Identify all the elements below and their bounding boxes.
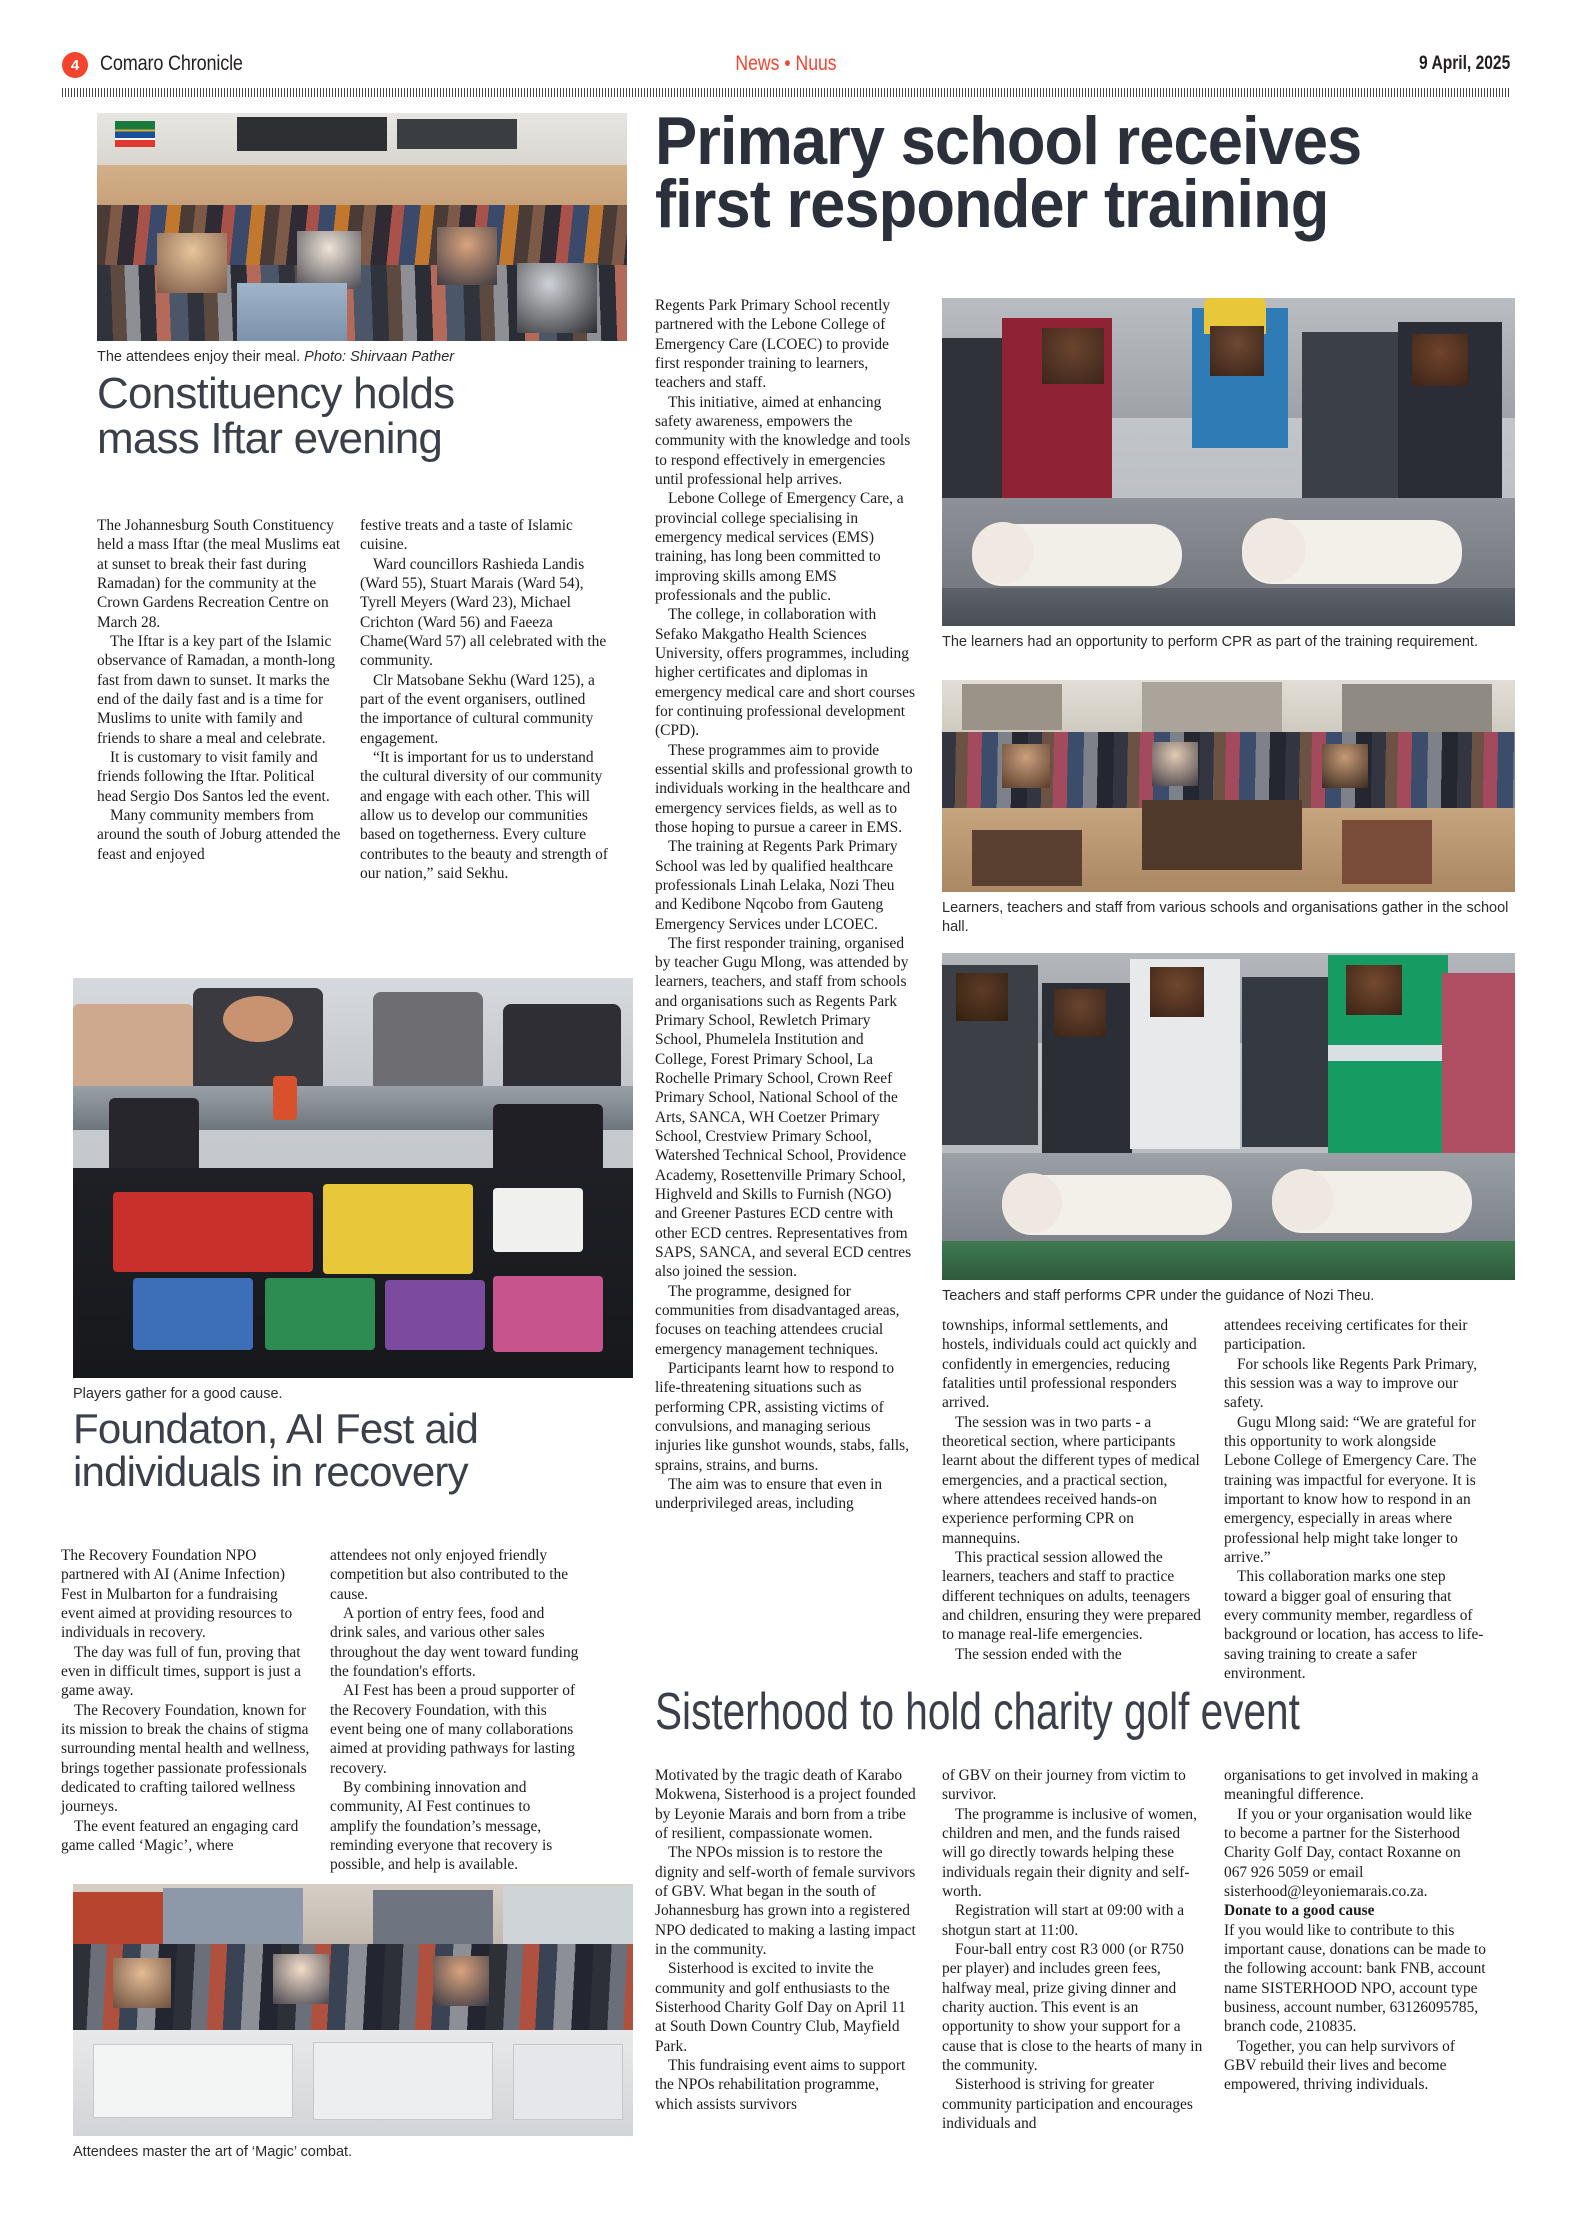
section-label: News • Nuus [735, 52, 837, 75]
recovery-column-1: The Recovery Foundation NPO partnered with AI (Anime Infection) Fest in Mulbarton for a fundraising event aimed at providing resources to individuals in recovery. The day was full of fun, proving that even in difficult times, support is just a game away. The Recovery Foundation, known for its mission to break the chains of stigma surrounding mental health and wellness, brings together passionate professionals dedicated to crafting tailored wellness journeys. The event featured an engaging card game called ‘Magic’, where [61, 1547, 310, 1854]
photo-iftar-hall [97, 113, 627, 341]
first-responder-column-2: townships, informal settlements, and hostels, individuals could act quickly and confidently in emergencies, reducing fatalities until professional responders arrived. The session was in two parts - a theoretical section, where participants learnt about the different types of medical emergencies, and a practical section, where attendees received hands-on experience performing CPR on mannequins. This practical session allowed the learners, teachers and staff to practice different techniques on adults, teenagers and children, ensuring they were prepared to manage real-life emergencies. The session ended with the [942, 1317, 1201, 1663]
publication-title: Comaro Chronicle [100, 52, 243, 75]
photo-magic-combat [73, 1884, 633, 2136]
page-number-badge: 4 [62, 52, 88, 78]
headline-sisterhood: Sisterhood to hold charity golf event [655, 1683, 1300, 1741]
caption-magic-combat: Attendees master the art of ‘Magic’ combat. [73, 2144, 353, 2160]
photo-cards-table [73, 978, 633, 1378]
caption-iftar-hall: The attendees enjoy their meal. Photo: Shirvaan Pather [97, 349, 455, 365]
headline-iftar [97, 369, 637, 463]
sisterhood-column-3: organisations to get involved in making a meaningful difference. If you or your organisation would like to become a partner for the Sisterhood Charity Golf Day, contact Roxanne on 067 926 5059 or email sisterhood@leyoniemarais.co.za. Donate to a good cause If you would like to contribute to this important cause, donations can be made to the following account: bank FNB, account name SISTERHOOD NPO, account type business, account number, 63126095785, branch code, 210835. Together, you can help survivors of GBV rebuild their lives and become empowered, thriving individuals. [1224, 1767, 1486, 2094]
sisterhood-column-2: of GBV on their journey from victim to survivor. The programme is inclusive of women, children and men, and the funds raised will go directly towards helping these individuals regain their dignity and self-worth. Registration will start at 09:00 with a shotgun start at 11:00. Four-ball entry cost R3 000 (or R750 per player) and includes green fees, halfway meal, prize giving dinner and charity auction. This event is an opportunity to show your support for a cause that is close to the hearts of many in the community. Sisterhood is striving for greater community participation and encourages individuals and [942, 1767, 1203, 2132]
headline-first-responder-line2: first responder training [655, 165, 1329, 242]
sisterhood-column-1: Motivated by the tragic death of Karabo Mokwena, Sisterhood is a project founded by Leyonie Marais and born from a tribe of resilient, compassionate women. The NPOs mission is to restore the dignity and self-worth of female survivors of GBV. What began in the south of Johannesburg has grown into a registered NPO dedicated to making a lasting impact in the community. Sisterhood is excited to invite the community and golf enthusiasts to the Sisterhood Charity Golf Day on April 11 at South Down Country Club, Mayfield Park. This fundraising event aims to support the NPOs rehabilitation programme, which assists survivors [655, 1767, 916, 2113]
headline-first-responder-line1: Primary school receives [655, 103, 1362, 179]
caption-cpr-learners: The learners had an opportunity to perform CPR as part of the training requirement. [942, 634, 1478, 650]
headline-recovery [73, 1405, 653, 1495]
photo-cpr-learners [942, 298, 1515, 626]
first-responder-column-1: Regents Park Primary School recently partnered with the Lebone College of Emergency Care (LCOEC) to provide first responder training to learners, teachers and staff. This initiative, aimed at enhancing safety awareness, empowers the community with the knowledge and tools to respond effectively in emergencies until professional help arrives. Lebone College of Emergency Care, a provincial college specialising in emergency medical services (EMS) training, has long been committed to improving skills among EMS professionals and the public. The college, in collaboration with Sefako Makgatho Health Sciences University, offers programmes, including higher certificates and diplomas in emergency medical care and short courses for continuing professional development (CPD). These programmes aim to provide essential skills and professional growth to individuals working in the healthcare and emergency services fields, as well as to those hoping to pursue a career in EMS. The training at Regents Park Primary School was led by qualified healthcare professionals Linah Lelaka, Nozi Theu and Kedibone Nqcobo from Gauteng Emergency Services under LCOEC. The first responder training, organised by teacher Gugu Mlong, was attended by learners, teachers, and staff from schools and organisations such as Regents Park Primary School, Rewletch Primary School, Phumelela Institution and College, Forest Primary School, La Rochelle Primary School, Crown Reef Primary School, National School of the Arts, SANCA, WH Coetzer Primary School, Crestview Primary School, Watershed Technical School, Providence Academy, Rosettenville Primary School, Highveld and Skills to Furnish (NGO) and Greener Pastures ECD centre with other ECD centres. Representatives from SAPS, SANCA, and several ECD centres also joined the session. The programme, designed for communities from disadvantaged areas, focuses on teaching attendees crucial emergency management techniques. Participants learnt how to respond to life-threatening situations such as performing CPR, assisting victims of convulsions, and managing serious injuries like gunshot wounds, stabs, falls, sprains, strains, and burns. The aim was to ensure that even in underprivileged areas, including [655, 297, 915, 1513]
headline-iftar-line1: Constituency holds [97, 369, 455, 418]
masthead [62, 50, 1510, 90]
first-responder-column-3: attendees receiving certificates for their participation. For schools like Regents Park Primary, this session was a way to improve our safety. Gugu Mlong said: “We are grateful for this opportunity to work alongside Lebone College of Emergency Care. The training was impactful for everyone. It is important to know how to respond in an emergency, especially in areas where professional help might take longer to arrive.” This collaboration marks one step toward a bigger goal of ensuring that every community member, regardless of background or location, has access to life-saving training to create a safer environment. [1224, 1317, 1484, 1682]
photo-school-hall [942, 680, 1515, 892]
photo-cpr-teachers [942, 953, 1515, 1280]
caption-school-hall: Learners, teachers and staff from various schools and organisations gather in the school hall. [942, 900, 1509, 935]
issue-date: 9 April, 2025 [1418, 53, 1510, 74]
recovery-column-2: attendees not only enjoyed friendly competition but also contributed to the cause. A portion of entry fees, food and drink sales, and various other sales throughout the day went toward funding the foundation's efforts. AI Fest has been a proud supporter of the Recovery Foundation, with this event being one of many collaborations aimed at providing pathways for lasting recovery. By combining innovation and community, AI Fest continues to amplify the foundation’s message, reminding everyone that recovery is possible, and help is available. [330, 1547, 579, 1874]
iftar-column-2: festive treats and a taste of Islamic cuisine. Ward councillors Rashieda Landis (Ward 55), Stuart Marais (Ward 54), Tyrell Meyers (Ward 23), Michael Crichton (Ward 56) and Faeeza Chame(Ward 57) all celebrated with the community. Clr Matsobane Sekhu (Ward 125), a part of the event organisers, outlined the importance of cultural community engagement. “It is important for us to understand the cultural diversity of our community and engage with each other. This will allow us to develop our communities based on togetherness. Every culture contributes to the beauty and strength of our nation,” said Sekhu. [360, 517, 608, 882]
headline-recovery-line2: individuals in recovery [73, 1447, 468, 1495]
iftar-column-1: The Johannesburg South Constituency held a mass Iftar (the meal Muslims eat at sunset to break their fast during Ramadan) for the community at the Crown Gardens Recreation Centre on March 28. The Iftar is a key part of the Islamic observance of Ramadan, a month-long fast from dawn to sunset. It marks the end of the daily fast and is a time for Muslims to unite with family and friends to share a meal and celebrate. It is customary to visit family and friends following the Iftar. Political head Sergio Dos Santos led the event. Many community members from around the south of Joburg attended the feast and enjoyed [97, 517, 341, 863]
headline-recovery-line1: Foundaton, AI Fest aid [73, 1405, 479, 1452]
headline-iftar-line2: mass Iftar evening [97, 413, 443, 463]
donate-subhead: Donate to a good cause [1224, 1902, 1375, 1920]
caption-cards-table: Players gather for a good cause. [73, 1386, 283, 1402]
headline-first-responder [655, 103, 1520, 242]
caption-cpr-teachers: Teachers and staff performs CPR under the guidance of Nozi Theu. [942, 1288, 1375, 1304]
masthead-rule [62, 88, 1510, 97]
